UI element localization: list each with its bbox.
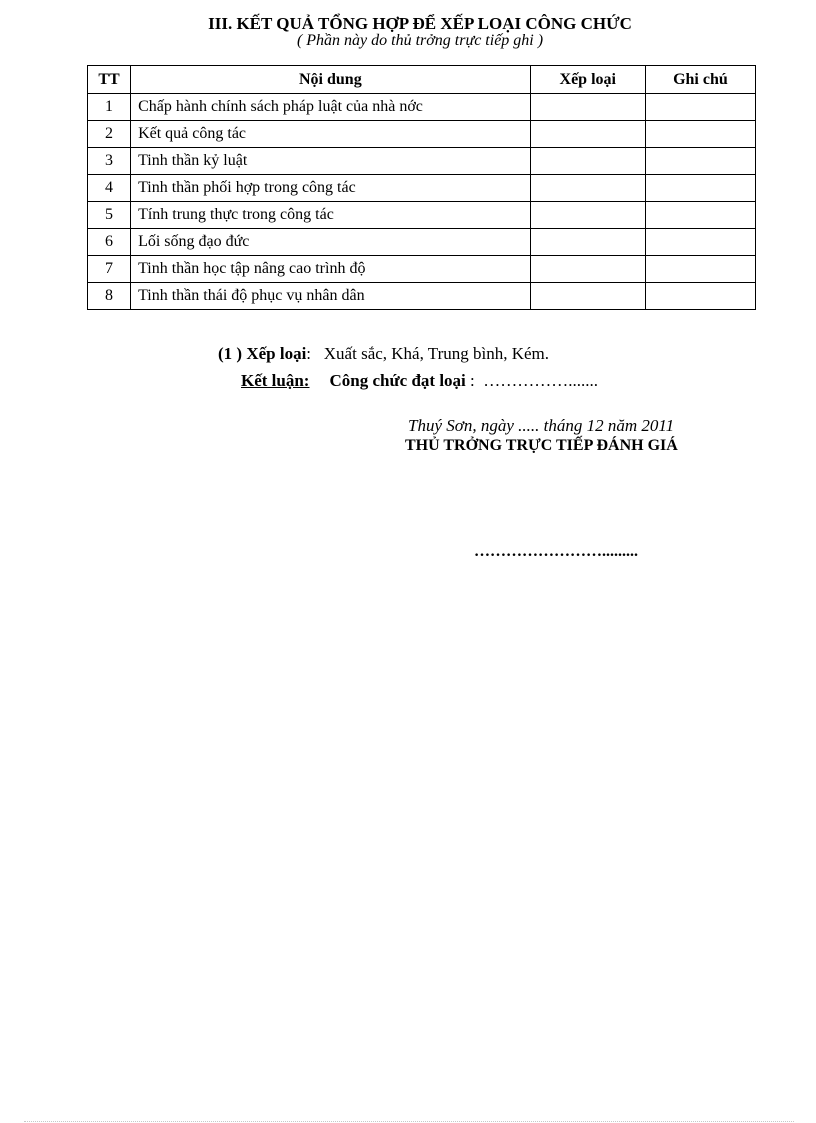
- section-subheading: ( Phần này do thủ trởng trực tiếp ghi ): [296, 32, 544, 49]
- row-note-cell: [645, 229, 755, 256]
- row-note-cell: [645, 202, 755, 229]
- signature-name-line: …………………….........: [474, 543, 638, 560]
- row-rank-cell: [530, 202, 645, 229]
- table-row: [88, 256, 756, 283]
- table-row: [88, 121, 756, 148]
- row-note-cell: [645, 175, 755, 202]
- section-heading: III. KẾT QUẢ TỔNG HỢP ĐỂ XẾP LOẠI CÔNG CHỨC: [208, 14, 632, 33]
- row-number: 2: [88, 121, 131, 148]
- rating-legend-label: (1 ) Xếp loại: [218, 344, 307, 363]
- row-number: 4: [88, 175, 131, 202]
- row-rank-cell: [530, 229, 645, 256]
- table-header-row: [88, 66, 756, 94]
- row-rank-cell: [530, 148, 645, 175]
- evaluation-table: [87, 65, 756, 310]
- row-note-cell: [645, 256, 755, 283]
- row-rank-cell: [530, 175, 645, 202]
- table-row: [88, 202, 756, 229]
- row-number: 1: [88, 94, 131, 121]
- row-rank-cell: [530, 256, 645, 283]
- column-header-note: Ghi chú: [645, 66, 755, 94]
- row-content: Kết quả công tác: [131, 121, 531, 148]
- row-number: 3: [88, 148, 131, 175]
- table-row: [88, 283, 756, 310]
- conclusion-blank: …………….......: [483, 371, 599, 390]
- row-content: Tính trung thực trong công tác: [131, 202, 531, 229]
- signer-title: THỦ TRỞNG TRỰC TIẾP ĐÁNH GIÁ: [405, 437, 678, 454]
- conclusion-colon: :: [470, 371, 475, 390]
- row-note-cell: [645, 283, 755, 310]
- table-row: [88, 175, 756, 202]
- conclusion-label: Kết luận:: [241, 371, 310, 390]
- conclusion-text: Công chức đạt loại: [329, 371, 466, 390]
- row-content: Chấp hành chính sách pháp luật của nhà nớc: [131, 94, 531, 121]
- column-header-tt: TT: [88, 66, 131, 94]
- row-rank-cell: [530, 94, 645, 121]
- row-note-cell: [645, 94, 755, 121]
- row-content: Lối sống đạo đức: [131, 229, 531, 256]
- row-number: 8: [88, 283, 131, 310]
- column-header-content: Nội dung: [131, 66, 531, 94]
- row-content: Tinh thần học tập nâng cao trình độ: [131, 256, 531, 283]
- rating-legend: [218, 343, 549, 365]
- row-content: Tinh thần phối hợp trong công tác: [131, 175, 531, 202]
- column-header-rank: Xếp loại: [530, 66, 645, 94]
- table-row: [88, 94, 756, 121]
- row-note-cell: [645, 148, 755, 175]
- rating-legend-options: Xuất sắc, Khá, Trung bình, Kém.: [323, 344, 550, 363]
- row-number: 6: [88, 229, 131, 256]
- row-content: Tinh thần kỷ luật: [131, 148, 531, 175]
- signature-dateline: Thuý Sơn, ngày ..... tháng 12 năm 2011: [408, 416, 675, 435]
- row-number: 7: [88, 256, 131, 283]
- conclusion-line: [241, 370, 598, 392]
- row-rank-cell: [530, 121, 645, 148]
- row-number: 5: [88, 202, 131, 229]
- row-content: Tinh thần thái độ phục vụ nhân dân: [131, 283, 531, 310]
- table-row: [88, 229, 756, 256]
- table-row: [88, 148, 756, 175]
- row-rank-cell: [530, 283, 645, 310]
- row-note-cell: [645, 121, 755, 148]
- rating-legend-colon: :: [306, 344, 312, 363]
- page-bottom-rule: [24, 1121, 794, 1122]
